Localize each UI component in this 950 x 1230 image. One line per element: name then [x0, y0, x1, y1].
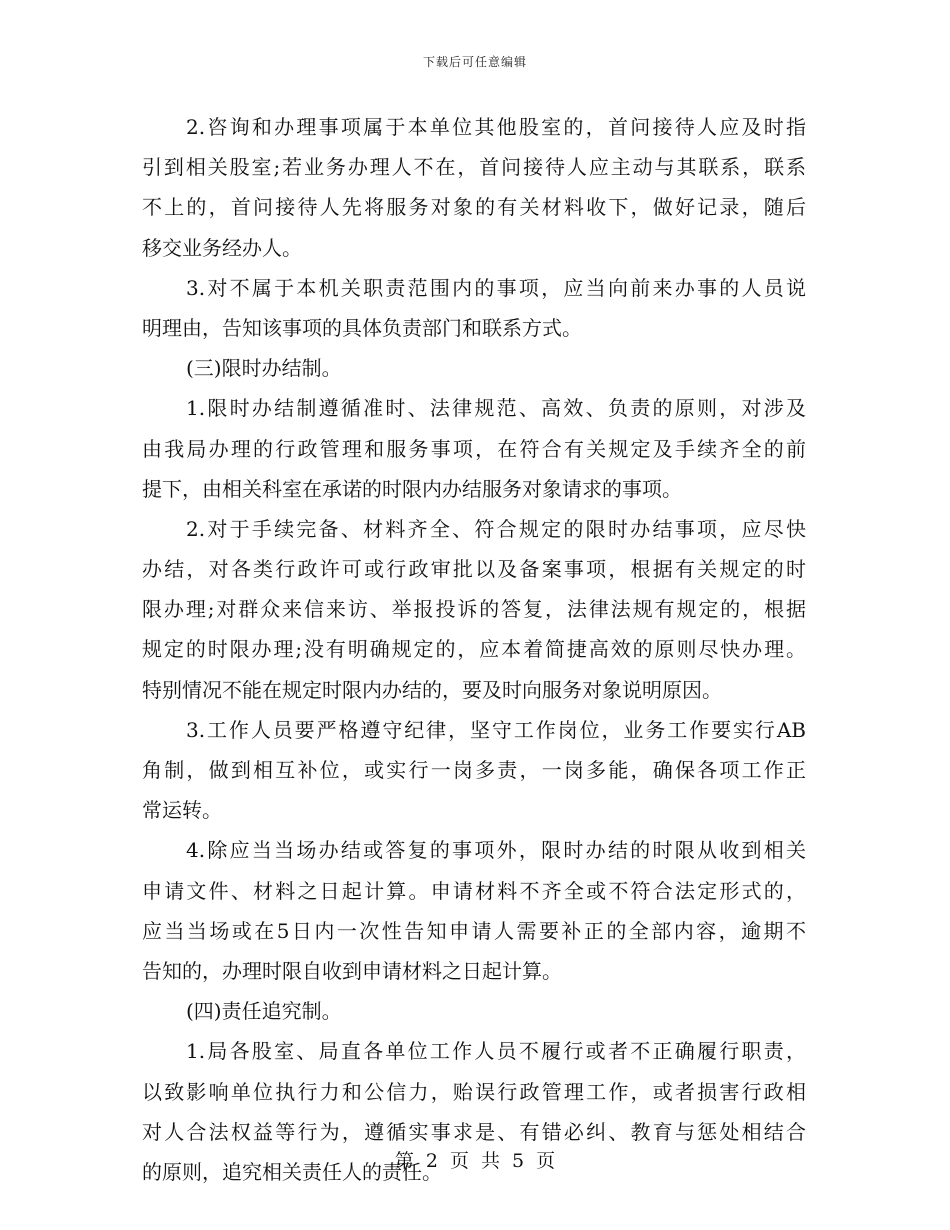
document-body: [142, 107, 806, 1192]
text-line: 应当当场或在5日内一次性告知申请人需要补正的全部内容，逾期不: [142, 918, 806, 943]
text-line: (四)责任追究制。: [186, 999, 342, 1024]
text-line: 引到相关股室;若业务办理人不在，首问接待人应主动与其联系，联系: [142, 155, 806, 180]
text-line: 规定的时限办理;没有明确规定的，应本着简捷高效的原则尽快办理。: [142, 637, 806, 662]
text-line: 2.对于手续完备、材料齐全、符合规定的限时办结事项，应尽快: [186, 516, 806, 541]
text-line: 以致影响单位执行力和公信力，贻误行政管理工作，或者损害行政相: [142, 1079, 806, 1104]
page-header-note: 下载后可任意编辑: [422, 55, 527, 69]
text-line: 不上的，首问接待人先将服务对象的有关材料收下，做好记录，随后: [142, 195, 806, 220]
text-line: 1.限时办结制遵循准时、法律规范、高效、负责的原则，对涉及: [186, 396, 806, 421]
text-line: 移交业务经办人。: [142, 235, 302, 260]
text-line: 的原则，追究相关责任人的责任。: [142, 1159, 442, 1184]
text-line: 3.工作人员要严格遵守纪律，坚守工作岗位，业务工作要实行AB: [186, 717, 806, 742]
text-line: (三)限时办结制。: [186, 356, 342, 381]
text-line: 提下，由相关科室在承诺的时限内办结服务对象请求的事项。: [142, 476, 682, 501]
text-line: 1.局各股室、局直各单位工作人员不履行或者不正确履行职责，: [186, 1039, 806, 1064]
text-line: 告知的，办理时限自收到申请材料之日起计算。: [142, 958, 562, 983]
text-line: 由我局办理的行政管理和服务事项，在符合有关规定及手续齐全的前: [142, 436, 806, 461]
text-line: 申请文件、材料之日起计算。申请材料不齐全或不符合法定形式的，: [142, 878, 806, 903]
page-number-footer: 第 2 页 共 5 页: [394, 1150, 556, 1172]
text-line: 办结，对各类行政许可或行政审批以及备案事项，根据有关规定的时: [142, 557, 806, 582]
text-line: 常运转。: [142, 798, 222, 823]
text-line: 特别情况不能在规定时限内办结的，要及时向服务对象说明原因。: [142, 677, 722, 702]
text-line: 角制，做到相互补位，或实行一岗多责，一岗多能，确保各项工作正: [142, 758, 806, 782]
text-line: 2.咨询和办理事项属于本单位其他股室的，首问接待人应及时指: [186, 115, 806, 139]
text-line: 3.对不属于本机关职责范围内的事项，应当向前来办事的人员说: [186, 275, 806, 300]
text-line: 对人合法权益等行为，遵循实事求是、有错必纠、教育与惩处相结合: [142, 1119, 806, 1144]
text-line: 明理由，告知该事项的具体负责部门和联系方式。: [142, 315, 582, 340]
text-line: 限办理;对群众来信来访、举报投诉的答复，法律法规有规定的，根据: [142, 597, 806, 622]
text-line: 4.除应当当场办结或答复的事项外，限时办结的时限从收到相关: [186, 838, 806, 863]
